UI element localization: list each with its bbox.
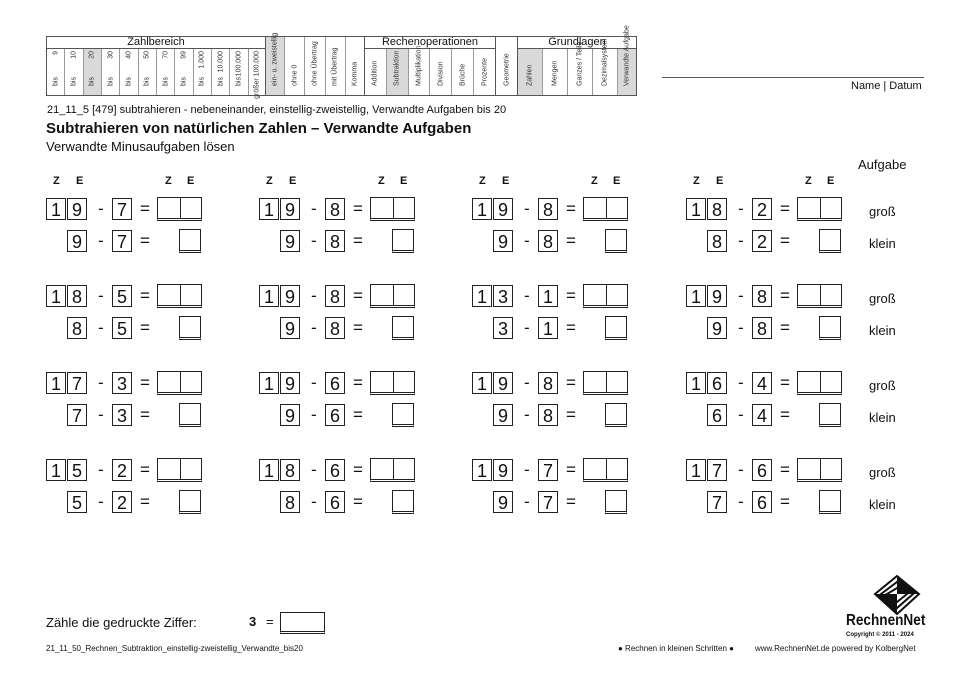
range-bis: bis	[235, 77, 243, 86]
rechen-label: Subtraktion	[393, 50, 401, 86]
misc-col	[346, 37, 364, 95]
equals-sign: =	[780, 405, 790, 424]
category-table	[46, 25, 637, 99]
minus-sign: -	[98, 405, 104, 424]
minus-sign: -	[738, 286, 744, 305]
tens-digit: 1	[472, 198, 492, 220]
subtrahend: 7	[112, 198, 132, 220]
range-value: 10.000	[217, 51, 225, 73]
equals-sign: =	[566, 231, 576, 250]
answer-box-gross[interactable]	[583, 371, 628, 395]
subtrahend: 8	[538, 230, 558, 252]
equals-sign: =	[353, 286, 363, 305]
answer-box-gross[interactable]	[370, 284, 415, 308]
tens-digit: 1	[259, 372, 279, 394]
zahlbereich-col	[84, 49, 102, 95]
misc-label: mit Übertrag	[331, 47, 339, 86]
ones-digit: 9	[280, 404, 300, 426]
ze-header-z: Z	[266, 175, 273, 187]
subtrahend: 8	[325, 198, 345, 220]
subtrahend: 3	[112, 404, 132, 426]
subtrahend: 6	[325, 459, 345, 481]
range-value: 9	[52, 51, 60, 55]
misc-label: ein- u. zweistellig	[271, 32, 279, 86]
tens-digit: 1	[686, 372, 706, 394]
answer-box-klein[interactable]	[392, 316, 414, 340]
ze-header-z: Z	[165, 175, 172, 187]
equals-sign: =	[566, 318, 576, 337]
rechen-label: Multiplikation	[415, 45, 423, 86]
subtrahend: 8	[752, 285, 772, 307]
minus-sign: -	[524, 231, 530, 250]
misc-label: ohne 0	[291, 64, 299, 86]
misc-label: ohne Übertrag	[311, 41, 319, 86]
klein-label: klein	[869, 323, 896, 338]
subtrahend: 8	[538, 404, 558, 426]
page-title: Subtrahieren von natürlichen Zahlen – Verwandte Aufgaben	[46, 120, 472, 137]
ones-digit: 9	[707, 317, 727, 339]
equals-sign: =	[140, 286, 150, 305]
answer-box-klein[interactable]	[179, 490, 201, 514]
answer-box-klein[interactable]	[819, 403, 841, 427]
zahlbereich-title: Zahlbereich	[47, 37, 265, 49]
ones-digit: 5	[67, 491, 87, 513]
ze-header-e: E	[502, 175, 510, 187]
grundlagen-title: Grundlagen	[518, 37, 636, 49]
equals-sign: =	[353, 199, 363, 218]
range-bis: bis	[198, 77, 206, 86]
tens-digit: 1	[46, 198, 66, 220]
ones-digit: 7	[707, 459, 727, 481]
count-digit-label: Zähle die gedruckte Ziffer:	[46, 615, 197, 630]
rechen-label: Addition	[371, 60, 379, 86]
answer-box-gross[interactable]	[797, 284, 842, 308]
ones-digit: 7	[67, 404, 87, 426]
minus-sign: -	[738, 199, 744, 218]
ones-digit: 8	[707, 230, 727, 252]
rechen-label: Brüche	[459, 63, 467, 86]
equals-sign: =	[566, 373, 576, 392]
ones-digit: 9	[493, 404, 513, 426]
footer-url: www.RechnenNet.de powered by KolbergNet	[755, 644, 916, 653]
tens-digit: 1	[686, 459, 706, 481]
equals-sign: =	[353, 492, 363, 511]
zahlbereich-col	[175, 49, 193, 95]
ze-header-e: E	[716, 175, 724, 187]
tens-digit: 1	[259, 198, 279, 220]
subtrahend: 3	[112, 372, 132, 394]
zahlbereich-col	[194, 49, 212, 95]
subtrahend: 7	[538, 491, 558, 513]
ones-digit: 9	[280, 230, 300, 252]
answer-box-klein[interactable]	[392, 229, 414, 253]
subtrahend: 8	[538, 372, 558, 394]
geometrie-col	[496, 37, 518, 95]
equals-sign: =	[353, 405, 363, 424]
gross-label: groß	[869, 465, 896, 480]
ze-header-e: E	[289, 175, 297, 187]
range-bis: bis	[143, 77, 151, 86]
rechen-label: Prozente	[481, 57, 489, 86]
tens-digit: 1	[46, 372, 66, 394]
gross-label: groß	[869, 204, 896, 219]
subtrahend: 2	[112, 491, 132, 513]
gross-label: groß	[869, 291, 896, 306]
subtrahend: 6	[325, 404, 345, 426]
answer-box-gross[interactable]	[797, 458, 842, 482]
subtrahend: 1	[538, 285, 558, 307]
count-digit-answer-box[interactable]	[280, 612, 325, 634]
zahlbereich-col	[212, 49, 230, 95]
minus-sign: -	[311, 231, 317, 250]
subtrahend: 7	[112, 230, 132, 252]
equals-sign: =	[780, 199, 790, 218]
equals-sign: =	[140, 318, 150, 337]
minus-sign: -	[311, 492, 317, 511]
minus-sign: -	[311, 286, 317, 305]
answer-box-klein[interactable]	[819, 316, 841, 340]
subtrahend: 2	[752, 230, 772, 252]
minus-sign: -	[98, 318, 104, 337]
rechen-col	[387, 49, 409, 95]
range-value: größer 100.000	[253, 51, 261, 99]
ones-digit: 9	[493, 198, 513, 220]
equals-sign: =	[780, 318, 790, 337]
ones-digit: 6	[707, 404, 727, 426]
grundlagen-col	[518, 49, 543, 95]
ones-digit: 8	[67, 317, 87, 339]
aufgabe-label: Aufgabe	[858, 157, 907, 172]
answer-box-gross[interactable]	[157, 371, 202, 395]
subtrahend: 4	[752, 404, 772, 426]
minus-sign: -	[738, 231, 744, 250]
minus-sign: -	[311, 373, 317, 392]
count-digit-equals: =	[266, 614, 274, 629]
answer-box-gross[interactable]	[370, 371, 415, 395]
tens-digit: 1	[46, 285, 66, 307]
ze-header-z: Z	[591, 175, 598, 187]
name-line	[662, 77, 924, 78]
ze-header-e: E	[827, 175, 835, 187]
minus-sign: -	[738, 373, 744, 392]
subtrahend: 6	[325, 491, 345, 513]
ones-digit: 8	[280, 491, 300, 513]
minus-sign: -	[98, 231, 104, 250]
tens-digit: 1	[259, 285, 279, 307]
subtrahend: 6	[325, 372, 345, 394]
ones-digit: 9	[280, 317, 300, 339]
subtrahend: 6	[752, 491, 772, 513]
equals-sign: =	[353, 231, 363, 250]
equals-sign: =	[566, 460, 576, 479]
misc-col	[305, 37, 325, 95]
answer-box-gross[interactable]	[583, 197, 628, 221]
answer-box-klein[interactable]	[392, 403, 414, 427]
misc-col	[285, 37, 305, 95]
rechen-col	[452, 49, 474, 95]
range-value: 30	[107, 51, 115, 59]
answer-box-gross[interactable]	[157, 284, 202, 308]
ones-digit: 9	[707, 285, 727, 307]
grundlagen-label: Dezimalsystem	[601, 38, 609, 86]
equals-sign: =	[353, 318, 363, 337]
equals-sign: =	[140, 460, 150, 479]
tens-digit: 1	[686, 198, 706, 220]
ones-digit: 3	[493, 285, 513, 307]
zahlbereich-col	[249, 49, 265, 99]
minus-sign: -	[524, 460, 530, 479]
footer-slogan: ● Rechnen in kleinen Schritten ●	[618, 644, 734, 653]
range-bis: bis	[52, 77, 60, 86]
equals-sign: =	[566, 199, 576, 218]
zahlbereich-group	[47, 36, 266, 99]
count-digit-value: 3	[249, 614, 257, 629]
tens-digit: 1	[259, 459, 279, 481]
equals-sign: =	[780, 286, 790, 305]
answer-box-gross[interactable]	[583, 284, 628, 308]
range-value: 20	[88, 51, 96, 59]
zahlbereich-col	[120, 49, 138, 95]
ones-digit: 8	[280, 459, 300, 481]
rechen-col	[474, 49, 495, 95]
ze-header-z: Z	[805, 175, 812, 187]
grundlagen-label: Mengen	[551, 60, 559, 86]
name-datum-label: Name | Datum	[851, 80, 922, 92]
copyright-text: Copyright © 2011 - 2024	[846, 632, 914, 638]
misc-label: Komma	[351, 61, 359, 86]
ze-header-z: Z	[378, 175, 385, 187]
zahlbereich-col	[230, 49, 248, 95]
ones-digit: 9	[493, 459, 513, 481]
answer-box-gross[interactable]	[157, 197, 202, 221]
subtrahend: 1	[538, 317, 558, 339]
grundlagen-col	[543, 49, 568, 95]
equals-sign: =	[566, 405, 576, 424]
grundlagen-label: Zahlen	[526, 64, 534, 86]
subtrahend: 8	[325, 317, 345, 339]
zahlbereich-col	[47, 49, 65, 95]
subtrahend: 2	[112, 459, 132, 481]
grundlagen-col	[593, 38, 618, 95]
zahlbereich-col	[102, 49, 120, 95]
range-bis: bis	[125, 77, 133, 86]
ze-header-z: Z	[53, 175, 60, 187]
answer-box-klein[interactable]	[819, 229, 841, 253]
ze-header-e: E	[613, 175, 621, 187]
range-bis: bis	[70, 77, 78, 86]
minus-sign: -	[311, 405, 317, 424]
zahlbereich-col	[65, 49, 83, 95]
ones-digit: 9	[280, 285, 300, 307]
answer-box-klein[interactable]	[179, 403, 201, 427]
answer-box-klein[interactable]	[605, 229, 627, 253]
answer-box-klein[interactable]	[605, 403, 627, 427]
rechen-group	[365, 37, 496, 95]
minus-sign: -	[524, 405, 530, 424]
minus-sign: -	[524, 318, 530, 337]
equals-sign: =	[140, 492, 150, 511]
ones-digit: 9	[280, 372, 300, 394]
ones-digit: 7	[67, 372, 87, 394]
range-value: 50	[143, 51, 151, 59]
klein-label: klein	[869, 410, 896, 425]
code-line: 21_11_5 [479] subtrahieren - nebeneinander, einstellig-zweistellig, Verwandte Aufgaben bis 20	[47, 104, 507, 116]
ones-digit: 9	[280, 198, 300, 220]
ones-digit: 5	[67, 459, 87, 481]
rechen-col	[430, 49, 452, 95]
ones-digit: 6	[707, 372, 727, 394]
subtrahend: 6	[752, 459, 772, 481]
equals-sign: =	[140, 231, 150, 250]
answer-box-gross[interactable]	[797, 371, 842, 395]
geometrie-label: Geometrie	[503, 53, 510, 86]
subtrahend: 8	[325, 285, 345, 307]
answer-box-klein[interactable]	[605, 316, 627, 340]
ze-header-z: Z	[693, 175, 700, 187]
range-value: 1.000	[198, 51, 206, 69]
tens-digit: 1	[472, 459, 492, 481]
rechen-col	[409, 45, 431, 95]
subtrahend: 7	[538, 459, 558, 481]
gross-label: groß	[869, 378, 896, 393]
minus-sign: -	[98, 286, 104, 305]
minus-sign: -	[738, 405, 744, 424]
grundlagen-group	[518, 25, 637, 95]
subtrahend: 8	[538, 198, 558, 220]
ones-digit: 7	[707, 491, 727, 513]
equals-sign: =	[140, 199, 150, 218]
range-bis: bis	[217, 77, 225, 86]
zahlbereich-col	[157, 49, 175, 95]
ones-digit: 9	[493, 372, 513, 394]
answer-box-gross[interactable]	[797, 197, 842, 221]
klein-label: klein	[869, 497, 896, 512]
range-value: 70	[162, 51, 170, 59]
misc-group	[266, 32, 365, 95]
subtrahend: 4	[752, 372, 772, 394]
subtrahend: 5	[112, 285, 132, 307]
answer-box-gross[interactable]	[370, 197, 415, 221]
ze-header-z: Z	[479, 175, 486, 187]
subtrahend: 2	[752, 198, 772, 220]
range-value: 99	[180, 51, 188, 59]
ones-digit: 8	[67, 285, 87, 307]
range-value: 100.000	[235, 51, 243, 77]
filename-label: 21_11_50_Rechnen_Subtraktion_einstellig-zweistellig_Verwandte_bis20	[46, 644, 303, 653]
subtrahend: 8	[325, 230, 345, 252]
subtrahend: 8	[752, 317, 772, 339]
ze-header-e: E	[76, 175, 84, 187]
range-bis: bis	[107, 77, 115, 86]
ze-header-e: E	[400, 175, 408, 187]
logo-text: RechnenNet	[846, 612, 926, 629]
answer-box-klein[interactable]	[392, 490, 414, 514]
equals-sign: =	[780, 373, 790, 392]
answer-box-klein[interactable]	[605, 490, 627, 514]
range-bis: bis	[180, 77, 188, 86]
minus-sign: -	[311, 318, 317, 337]
answer-box-klein[interactable]	[179, 316, 201, 340]
range-bis: bis	[88, 77, 96, 86]
answer-box-gross[interactable]	[157, 458, 202, 482]
minus-sign: -	[738, 492, 744, 511]
grundlagen-col	[568, 41, 593, 95]
equals-sign: =	[353, 373, 363, 392]
rechen-label: Division	[437, 61, 445, 86]
ones-digit: 9	[67, 198, 87, 220]
equals-sign: =	[353, 460, 363, 479]
ones-digit: 9	[493, 230, 513, 252]
range-bis: bis	[162, 77, 170, 86]
minus-sign: -	[311, 199, 317, 218]
tens-digit: 1	[472, 372, 492, 394]
klein-label: klein	[869, 236, 896, 251]
tens-digit: 1	[686, 285, 706, 307]
equals-sign: =	[140, 405, 150, 424]
equals-sign: =	[780, 492, 790, 511]
equals-sign: =	[140, 373, 150, 392]
tens-digit: 1	[472, 285, 492, 307]
answer-box-klein[interactable]	[819, 490, 841, 514]
equals-sign: =	[780, 460, 790, 479]
rechen-col	[365, 49, 387, 95]
minus-sign: -	[98, 460, 104, 479]
minus-sign: -	[738, 318, 744, 337]
grundlagen-label: Verwandte Aufgabe	[623, 25, 631, 86]
minus-sign: -	[98, 373, 104, 392]
subtrahend: 5	[112, 317, 132, 339]
tens-digit: 1	[46, 459, 66, 481]
minus-sign: -	[524, 199, 530, 218]
grundlagen-label: Ganzes / Teile	[576, 41, 584, 86]
range-value: 10	[70, 51, 78, 59]
range-value: 40	[125, 51, 133, 59]
minus-sign: -	[524, 492, 530, 511]
misc-col	[326, 37, 346, 95]
minus-sign: -	[98, 492, 104, 511]
equals-sign: =	[566, 492, 576, 511]
grundlagen-col	[618, 25, 636, 95]
ones-digit: 9	[67, 230, 87, 252]
minus-sign: -	[738, 460, 744, 479]
ones-digit: 3	[493, 317, 513, 339]
minus-sign: -	[98, 199, 104, 218]
equals-sign: =	[780, 231, 790, 250]
misc-col	[266, 32, 285, 95]
minus-sign: -	[524, 373, 530, 392]
answer-box-gross[interactable]	[583, 458, 628, 482]
rechnennet-logo-icon	[872, 574, 922, 616]
answer-box-klein[interactable]	[179, 229, 201, 253]
minus-sign: -	[524, 286, 530, 305]
rechen-title: Rechenoperationen	[365, 37, 495, 49]
ones-digit: 8	[707, 198, 727, 220]
equals-sign: =	[566, 286, 576, 305]
answer-box-gross[interactable]	[370, 458, 415, 482]
page-subtitle: Verwandte Minusaufgaben lösen	[46, 139, 235, 154]
ones-digit: 9	[493, 491, 513, 513]
ze-header-e: E	[187, 175, 195, 187]
zahlbereich-col	[139, 49, 157, 95]
minus-sign: -	[311, 460, 317, 479]
